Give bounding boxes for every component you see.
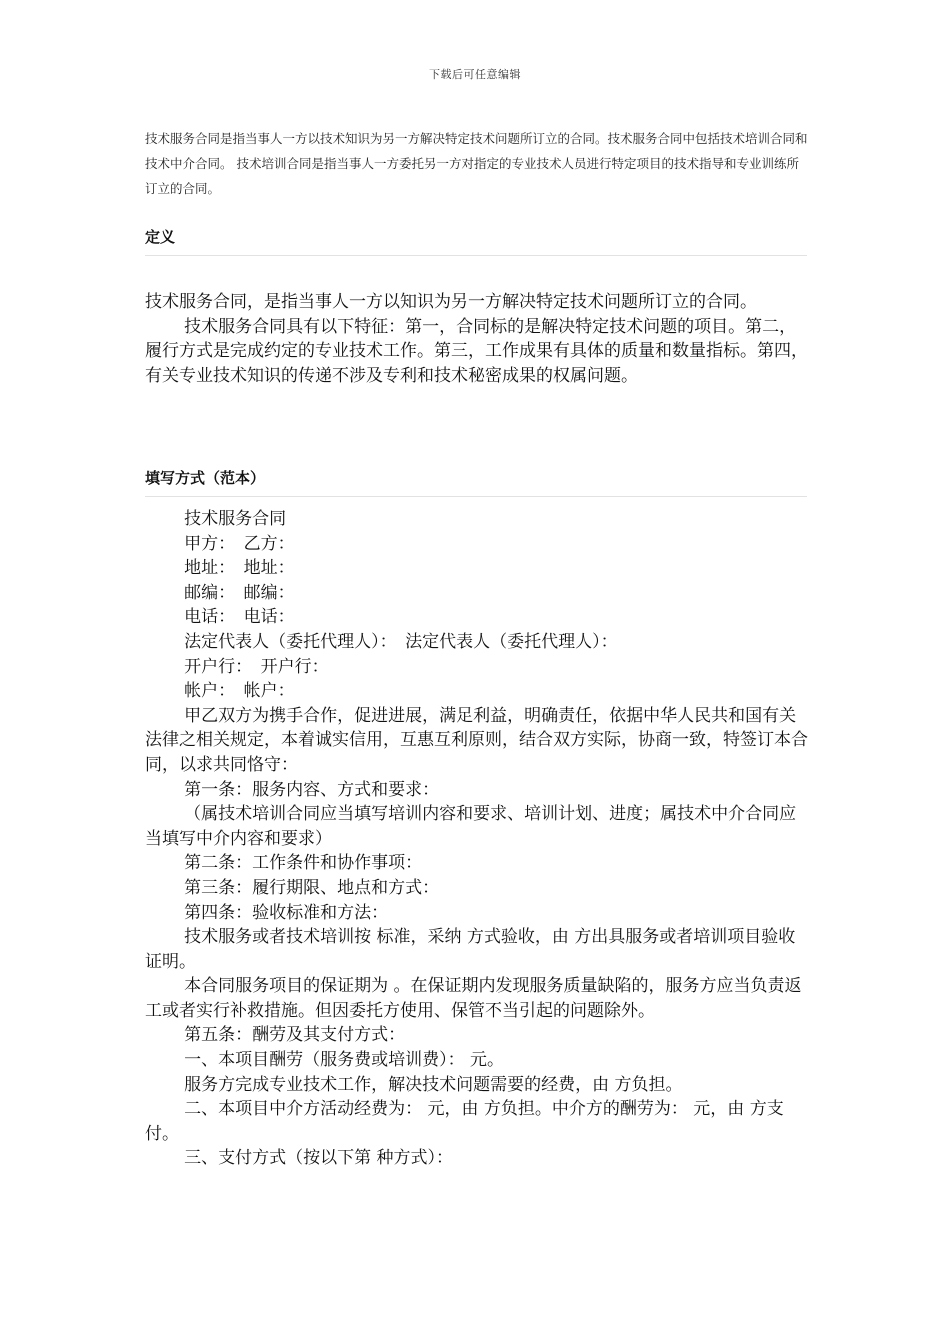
template-line: 技术服务或者技术培训按 标准，采纳 方式验收，由 方出具服务或者培训项目验收证明。 xyxy=(145,927,796,972)
definition-heading: 定义 xyxy=(145,226,807,256)
definition-body xyxy=(145,290,810,388)
template-line: 邮编： 邮编： xyxy=(184,582,295,603)
template-line: 技术服务合同 xyxy=(184,509,287,529)
template-line: 开户行： 开户行： xyxy=(184,656,329,677)
template-line: 本合同服务项目的保证期为 。在保证期内发现服务质量缺陷的，服务方应当负责返工或者实行补救措施。但因委托方使用、保管不当引起的问题除外。 xyxy=(145,976,802,1021)
template-line: 三、支付方式（按以下第 种方式）： xyxy=(184,1148,453,1169)
template-body xyxy=(145,507,810,1171)
definition-paragraph: 技术服务合同具有以下特征：第一，合同标的是解决特定技术问题的项目。第二，履行方式是完成约定的专业技术工作。第三，工作成果有具体的质量和数量指标。第四，有关专业技术知识的传递不涉及专利和技术秘密成果的权属问题。 xyxy=(145,316,808,386)
template-line: 二、本项目中介方活动经费为： 元，由 方负担。中介方的酬劳为： 元，由 方支付。 xyxy=(145,1099,784,1144)
intro-paragraph: 技术服务合同是指当事人一方以技术知识为另一方解决特定技术问题所订立的合同。技术服务合同中包括技术培训合同和技术中介合同。 技术培训合同是指当事人一方委托另一方对指定的专业技术人员进行特定项目的技术指导和专业训练所订立的合同。 xyxy=(145,131,808,196)
template-line: 第二条：工作条件和协作事项： xyxy=(184,853,423,874)
template-line: 一、本项目酬劳（服务费或培训费）： 元。 xyxy=(184,1050,504,1071)
definition-paragraph: 技术服务合同，是指当事人一方以知识为另一方解决特定技术问题所订立的合同。 xyxy=(145,292,757,312)
template-line: 第五条：酬劳及其支付方式： xyxy=(184,1025,406,1046)
template-line: 第四条：验收标准和方法： xyxy=(184,902,389,923)
template-line: 甲乙双方为携手合作，促进进展，满足利益，明确责任，依据中华人民共和国有关法律之相关规定，本着诚实信用，互惠互利原则，结合双方实际，协商一致，特签订本合同，以求共同恪守： xyxy=(145,705,808,775)
template-line: （属技术培训合同应当填写培训内容和要求、培训计划、进度；属技术中介合同应当填写中介内容和要求） xyxy=(145,804,797,849)
template-line: 甲方： 乙方： xyxy=(184,533,295,554)
template-line: 地址： 地址： xyxy=(184,558,295,579)
template-line: 帐户： 帐户： xyxy=(184,681,295,702)
template-line: 法定代表人（委托代理人）： 法定代表人（委托代理人）： xyxy=(184,631,618,652)
template-line: 服务方完成专业技术工作，解决技术问题需要的经费，由 方负担。 xyxy=(184,1074,683,1095)
header-note: 下载后可任意编辑 xyxy=(429,68,521,81)
template-heading: 填写方式（范本） xyxy=(145,467,807,497)
template-line: 电话： 电话： xyxy=(184,607,295,628)
template-line: 第三条：履行期限、地点和方式： xyxy=(184,877,440,898)
template-line: 第一条：服务内容、方式和要求： xyxy=(184,779,440,800)
